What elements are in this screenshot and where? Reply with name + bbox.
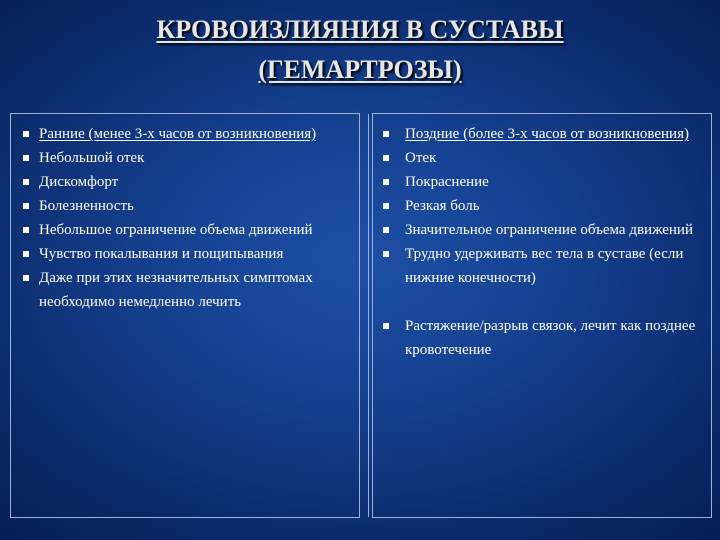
square-bullet-icon: [383, 155, 389, 161]
list-item-text: Небольшой отек: [39, 150, 145, 166]
square-bullet-icon: [383, 131, 389, 137]
list-item: [11, 266, 359, 314]
late-symptoms-list: [373, 122, 711, 362]
list-item-text: Растяжение/разрыв связок, лечит как позднее кровотечение: [405, 318, 696, 358]
slide-title: [0, 10, 720, 90]
square-bullet-icon: [23, 227, 29, 233]
list-item-late-header: [373, 122, 711, 146]
square-bullet-icon: [23, 155, 29, 161]
list-item: [373, 242, 711, 290]
square-bullet-icon: [383, 227, 389, 233]
list-item-text: Значительное ограничение объема движений: [405, 222, 693, 238]
list-item-text: Поздние (более 3-х часов от возникновения): [405, 126, 689, 142]
title-line-1: КРОВОИЗЛИЯНИЯ В СУСТАВЫ: [156, 15, 564, 44]
square-bullet-icon: [383, 203, 389, 209]
square-bullet-icon: [23, 131, 29, 137]
list-item-text: Чувство покалывания и пощипывания: [39, 246, 284, 262]
late-symptoms-column: [372, 113, 712, 518]
list-item: [11, 218, 359, 242]
list-item-text: Дискомфорт: [39, 174, 119, 190]
square-bullet-icon: [23, 179, 29, 185]
square-bullet-icon: [383, 179, 389, 185]
list-item: [11, 194, 359, 218]
list-item: [373, 314, 711, 362]
list-item-text: Даже при этих незначительных симптомах необходимо немедленно лечить: [39, 270, 313, 310]
list-item-text: Покраснение: [405, 174, 489, 190]
list-item-text: Болезненность: [39, 198, 134, 214]
list-item-text: Отек: [405, 150, 437, 166]
square-bullet-icon: [23, 251, 29, 257]
list-item-text: Небольшое ограничение объема движений: [39, 222, 313, 238]
square-bullet-icon: [23, 203, 29, 209]
list-item: [373, 146, 711, 170]
list-item-text: Резкая боль: [405, 198, 480, 214]
list-item: [373, 218, 711, 242]
list-item-early-header: [11, 122, 359, 146]
list-item-text: Ранние (менее 3-х часов от возникновения): [39, 126, 317, 142]
square-bullet-icon: [383, 323, 389, 329]
early-symptoms-list: [11, 122, 359, 314]
list-item: [373, 170, 711, 194]
square-bullet-icon: [23, 275, 29, 281]
list-item-text: Трудно удерживать вес тела в суставе (если нижние конечности): [405, 246, 684, 286]
list-item: [11, 242, 359, 266]
square-bullet-icon: [383, 251, 389, 257]
early-symptoms-column: [10, 113, 360, 518]
title-line-2: (ГЕМАРТРОЗЫ): [258, 55, 462, 84]
list-item: [11, 170, 359, 194]
list-item: [373, 194, 711, 218]
list-item: [11, 146, 359, 170]
